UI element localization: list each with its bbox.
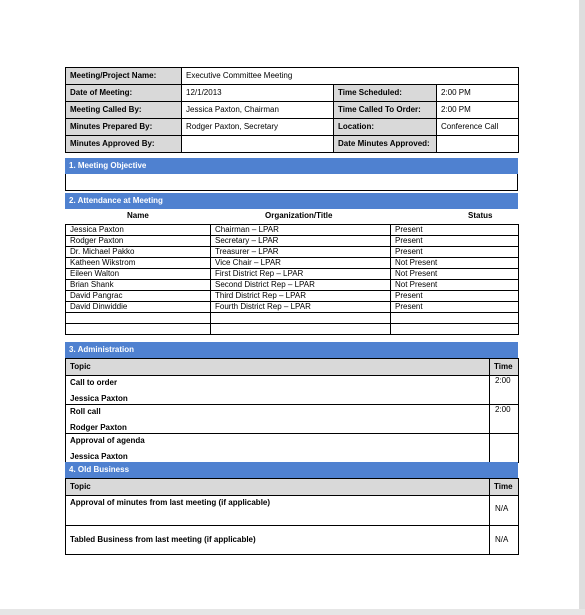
attendee-name[interactable]: David Pangrac [66,291,211,302]
meta-row-project [66,68,519,85]
old-business-time[interactable] [490,526,519,555]
called-by-value[interactable]: Jessica Paxton, Chairman [182,102,334,119]
table-row [66,376,519,405]
objective-body[interactable] [65,174,518,191]
date-label: Date of Meeting: [66,85,182,102]
old-business-topic[interactable] [66,496,490,526]
table-row [66,225,519,236]
location-label: Location: [334,119,437,136]
administration-table [65,358,519,463]
attendance-column-headers [65,209,518,223]
old-business-time[interactable] [490,496,519,526]
section-header-old-business: 4. Old Business [65,462,518,478]
attendee-name[interactable]: Katheen Wikstrom [66,258,211,269]
attendee-status[interactable]: Present [391,247,519,258]
old-business-topic[interactable] [66,526,490,555]
page-bottom-edge [0,609,585,615]
admin-topic-cell[interactable] [66,434,490,463]
attendance-header-name: Name [127,211,149,220]
page-edge-shadow [579,0,585,615]
attendee-status[interactable]: Not Present [391,258,519,269]
time-scheduled-label: Time Scheduled: [334,85,437,102]
admin-presenter: Jessica Paxton [70,394,128,403]
prepared-by-label: Minutes Prepared By: [66,119,182,136]
attendance-header-status: Status [468,211,493,220]
attendee-status[interactable]: Present [391,225,519,236]
old-business-header-row [66,479,519,496]
table-row [66,291,519,302]
attendee-organization[interactable]: Vice Chair – LPAR [211,258,391,269]
table-row [66,313,519,324]
attendee-organization[interactable]: First District Rep – LPAR [211,269,391,280]
attendee-name[interactable]: David Dinwiddie [66,302,211,313]
table-row [66,496,519,526]
date-approved-label: Date Minutes Approved: [334,136,437,153]
table-row [66,302,519,313]
section-header-attendance: 2. Attendance at Meeting [65,193,518,209]
attendance-header-org: Organization/Title [265,211,333,220]
meeting-info-table [65,67,519,153]
attendee-organization[interactable]: Secretary – LPAR [211,236,391,247]
old-business-time-text: N/A [495,504,509,513]
admin-topic: Call to order [70,378,118,387]
admin-topic-cell[interactable] [66,376,490,405]
date-approved-value[interactable] [437,136,519,153]
time-called-value[interactable]: 2:00 PM [437,102,519,119]
date-value[interactable]: 12/1/2013 [182,85,334,102]
time-called-label: Time Called To Order: [334,102,437,119]
attendee-name[interactable] [66,313,211,324]
meta-row-prepared-by [66,119,519,136]
old-business-time-text: N/A [495,535,509,544]
location-value[interactable]: Conference Call [437,119,519,136]
attendee-name[interactable]: Brian Shank [66,280,211,291]
attendee-status[interactable]: Present [391,236,519,247]
attendee-status[interactable] [391,313,519,324]
attendee-name[interactable]: Jessica Paxton [66,225,211,236]
called-by-label: Meeting Called By: [66,102,182,119]
attendee-organization[interactable] [211,324,391,335]
table-row [66,247,519,258]
attendee-organization[interactable]: Fourth District Rep – LPAR [211,302,391,313]
meta-row-called-by [66,102,519,119]
table-row [66,324,519,335]
admin-presenter: Rodger Paxton [70,423,127,432]
admin-topic-cell[interactable] [66,405,490,434]
table-row [66,526,519,555]
attendee-status[interactable]: Present [391,291,519,302]
section-header-administration: 3. Administration [65,342,518,358]
admin-time[interactable]: 2:00 [490,405,519,434]
old-business-time-header: Time [490,479,519,496]
attendee-status[interactable] [391,324,519,335]
attendee-organization[interactable]: Third District Rep – LPAR [211,291,391,302]
administration-header-row [66,359,519,376]
admin-presenter: Jessica Paxton [70,452,128,461]
attendee-name[interactable]: Eileen Walton [66,269,211,280]
admin-topic: Approval of agenda [70,436,145,445]
table-row [66,258,519,269]
attendee-status[interactable]: Not Present [391,280,519,291]
meta-row-approved-by [66,136,519,153]
table-row [66,269,519,280]
prepared-by-value[interactable]: Rodger Paxton, Secretary [182,119,334,136]
table-row [66,236,519,247]
time-scheduled-value[interactable]: 2:00 PM [437,85,519,102]
attendee-name[interactable] [66,324,211,335]
project-value[interactable]: Executive Committee Meeting [182,68,519,85]
attendee-status[interactable]: Not Present [391,269,519,280]
attendee-name[interactable]: Rodger Paxton [66,236,211,247]
approved-by-value[interactable] [182,136,334,153]
meta-row-date [66,85,519,102]
project-label: Meeting/Project Name: [66,68,182,85]
admin-time[interactable] [490,434,519,463]
old-business-topic-text: Tabled Business from last meeting (if applicable) [70,535,256,544]
administration-topic-header: Topic [66,359,490,376]
attendee-organization[interactable]: Chairman – LPAR [211,225,391,236]
table-row [66,434,519,463]
table-row [66,280,519,291]
admin-time[interactable]: 2:00 [490,376,519,405]
attendee-organization[interactable]: Second District Rep – LPAR [211,280,391,291]
attendance-table [65,224,519,335]
old-business-table [65,478,519,555]
old-business-topic-header: Topic [66,479,490,496]
attendee-status[interactable]: Present [391,302,519,313]
section-header-objective: 1. Meeting Objective [65,158,518,174]
administration-time-header: Time [490,359,519,376]
table-row [66,405,519,434]
attendee-organization[interactable] [211,313,391,324]
admin-topic: Roll call [70,407,101,416]
approved-by-label: Minutes Approved By: [66,136,182,153]
attendee-name[interactable]: Dr. Michael Pakko [66,247,211,258]
old-business-topic-text: Approval of minutes from last meeting (if applicable) [70,498,271,507]
attendee-organization[interactable]: Treasurer – LPAR [211,247,391,258]
